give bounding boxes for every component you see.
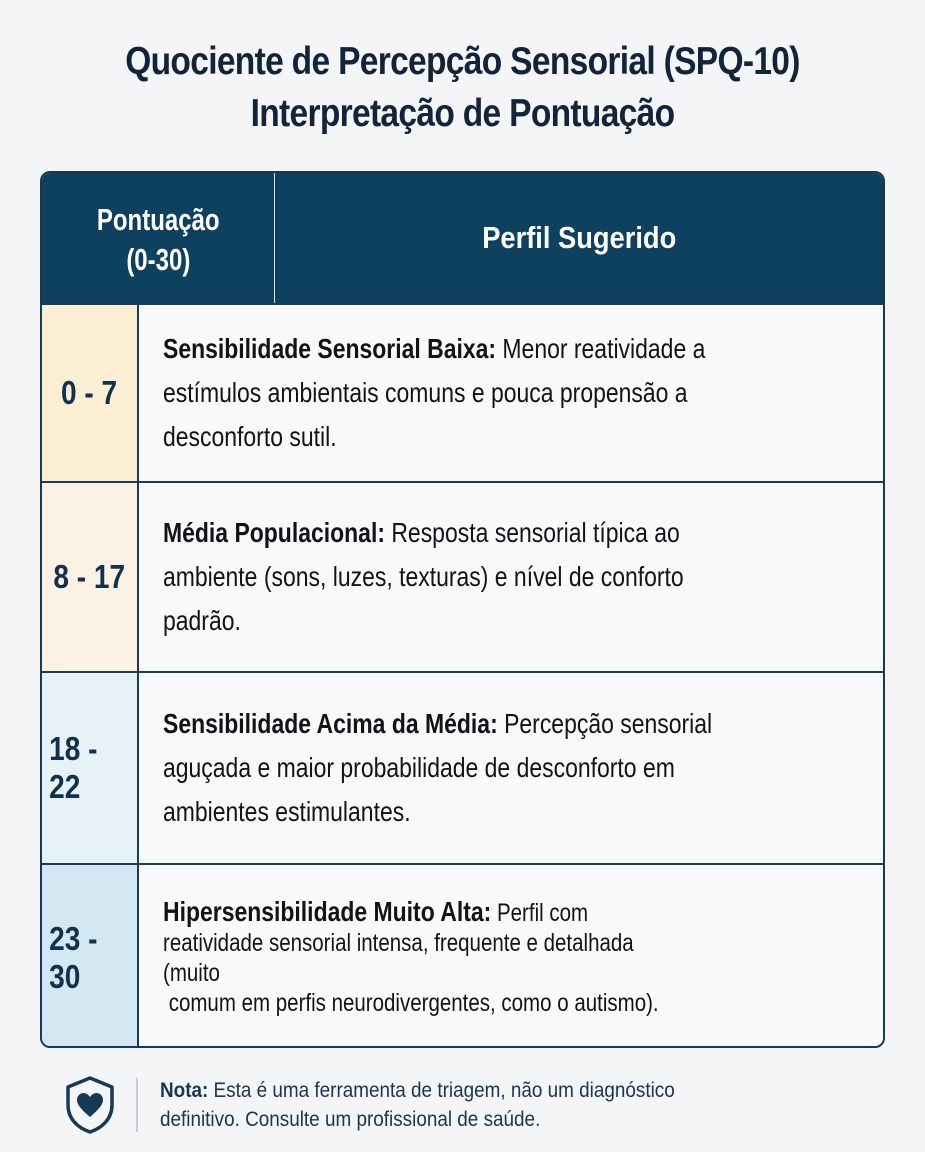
title-line-2: Interpretação de Pontuação: [250, 92, 675, 135]
score-range: 0 - 7: [61, 374, 118, 411]
profile-label: Sensibilidade Acima da Média:: [163, 708, 498, 739]
header-profile: [275, 173, 883, 303]
profile-text: Percepção sensorial aguçada e maior probabilidade de desconforto em ambientes estimulantes.: [163, 708, 713, 827]
header-score: [42, 173, 275, 303]
profile-label: Sensibilidade Sensorial Baixa:: [163, 333, 497, 364]
profile-label: Média Populacional:: [163, 517, 385, 548]
score-range: 18 - 22: [49, 730, 98, 805]
page-title: [65, 36, 861, 140]
table-header: [42, 173, 883, 303]
divider: [136, 1078, 138, 1132]
profile-cell: [139, 483, 883, 671]
profile-text: Menor reatividade a estímulos ambientais comuns e pouca propensão a desconforto sutil.: [163, 333, 706, 452]
disclaimer-note: [62, 1075, 850, 1135]
header-profile-label: Perfil Sugerido: [481, 220, 677, 255]
table-row: [42, 671, 883, 863]
note-label: Nota:: [160, 1079, 209, 1102]
shield-heart-icon: [62, 1075, 118, 1135]
table-row: [42, 481, 883, 671]
table-row: [42, 303, 883, 481]
profile-cell: [139, 865, 883, 1048]
table-row: [42, 863, 883, 1048]
score-cell: [42, 305, 139, 481]
score-cell: [42, 865, 139, 1048]
profile-text: comum em perfis neurodivergentes, como o autismo).: [163, 989, 659, 1017]
profile-cell: [139, 305, 883, 481]
score-range: 8 - 17: [53, 558, 126, 595]
note-line-2: definitivo. Consulte um profissional de saúde.: [160, 1108, 541, 1131]
profile-text: (muito: [163, 959, 220, 987]
profile-text: Perfil com: [491, 899, 589, 927]
note-text: [160, 1076, 781, 1134]
title-line-1: Quociente de Percepção Sensorial (SPQ-10): [125, 40, 800, 83]
header-score-line-2: (0-30): [125, 242, 191, 277]
profile-cell: [139, 673, 883, 863]
profile-text: reatividade sensorial intensa, frequente e detalhada: [163, 929, 634, 957]
score-cell: [42, 483, 139, 671]
header-score-line-1: Pontuação: [96, 202, 220, 237]
score-cell: [42, 673, 139, 863]
score-interpretation-table: [40, 171, 885, 1048]
profile-label: Hipersensibilidade Muito Alta:: [163, 896, 492, 927]
score-range: 23 - 30: [49, 919, 98, 995]
profile-text: Resposta sensorial típica ao ambiente (sons, luzes, texturas) e nível de conforto padrão.: [163, 517, 684, 636]
note-line-1: Esta é uma ferramenta de triagem, não um diagnóstico: [208, 1079, 675, 1102]
